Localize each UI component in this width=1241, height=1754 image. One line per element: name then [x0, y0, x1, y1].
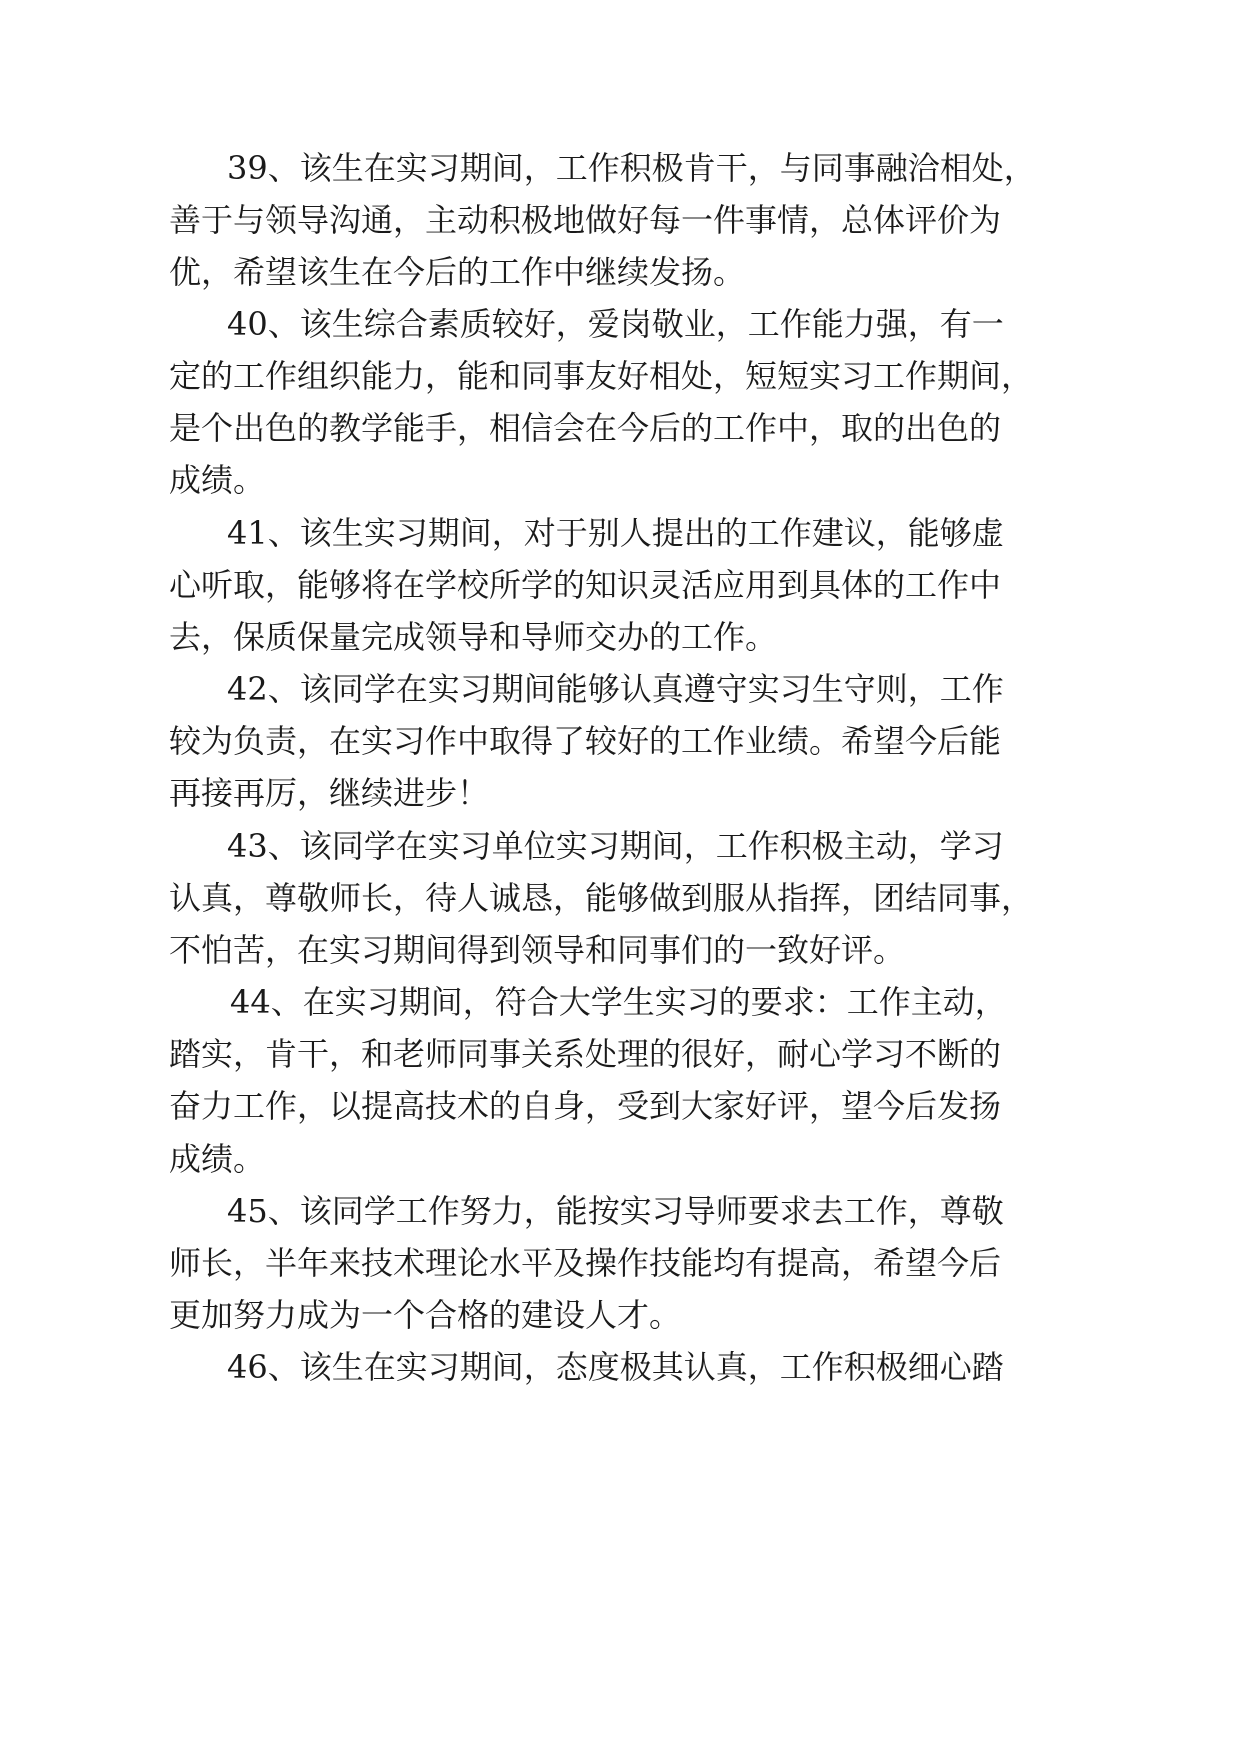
paragraph-45-line-2: 师长，半年来技术理论水平及操作技能均有提高，希望今后	[169, 1244, 1002, 1282]
paragraph-44-line-4: 成绩。	[169, 1140, 266, 1178]
paragraph-44-line-2: 踏实，肯干，和老师同事关系处理的很好，耐心学习不断的	[169, 1035, 1002, 1073]
paragraph-42-line-1: 42、该同学在实习期间能够认真遵守实习生守则，工作	[227, 670, 1004, 708]
paragraph-44-line-1: 44、在实习期间，符合大学生实习的要求：工作主动，	[230, 983, 1007, 1021]
paragraph-41-line-2: 心听取，能够将在学校所学的知识灵活应用到具体的工作中	[169, 566, 1002, 604]
paragraph-43-line-1: 43、该同学在实习单位实习期间，工作积极主动，学习	[227, 827, 1004, 865]
paragraph-43-line-2: 认真，尊敬师长，待人诚恳，能够做到服从指挥，团结同事，	[169, 879, 1034, 917]
paragraph-42-line-3: 再接再厉，继续进步！	[169, 774, 490, 812]
paragraph-43-line-3: 不怕苦，在实习期间得到领导和同事们的一致好评。	[169, 931, 906, 969]
paragraph-44-line-3: 奋力工作，以提高技术的自身，受到大家好评，望今后发扬	[169, 1087, 1002, 1125]
paragraph-42-line-2: 较为负责，在实习作中取得了较好的工作业绩。希望今后能	[169, 722, 1002, 760]
paragraph-39-line-2: 善于与领导沟通，主动积极地做好每一件事情，总体评价为	[169, 201, 1002, 239]
paragraph-41-line-3: 去，保质保量完成领导和导师交办的工作。	[169, 618, 778, 656]
paragraph-46-line-1: 46、该生在实习期间，态度极其认真，工作积极细心踏	[227, 1348, 1004, 1386]
paragraph-39-line-3: 优，希望该生在今后的工作中继续发扬。	[169, 253, 746, 291]
paragraph-39-line-1: 39、该生在实习期间，工作积极肯干，与同事融洽相处，	[227, 149, 1036, 187]
paragraph-40-line-1: 40、该生综合素质较好，爱岗敬业，工作能力强，有一	[227, 305, 1004, 343]
paragraph-40-line-3: 是个出色的教学能手，相信会在今后的工作中，取的出色的	[169, 409, 1002, 447]
paragraph-41-line-1: 41、该生实习期间，对于别人提出的工作建议，能够虚	[227, 514, 1004, 552]
paragraph-40-line-2: 定的工作组织能力，能和同事友好相处，短短实习工作期间，	[169, 357, 1034, 395]
paragraph-45-line-3: 更加努力成为一个合格的建设人才。	[169, 1296, 682, 1334]
paragraph-40-line-4: 成绩。	[169, 461, 266, 499]
paragraph-45-line-1: 45、该同学工作努力，能按实习导师要求去工作，尊敬	[227, 1192, 1004, 1230]
